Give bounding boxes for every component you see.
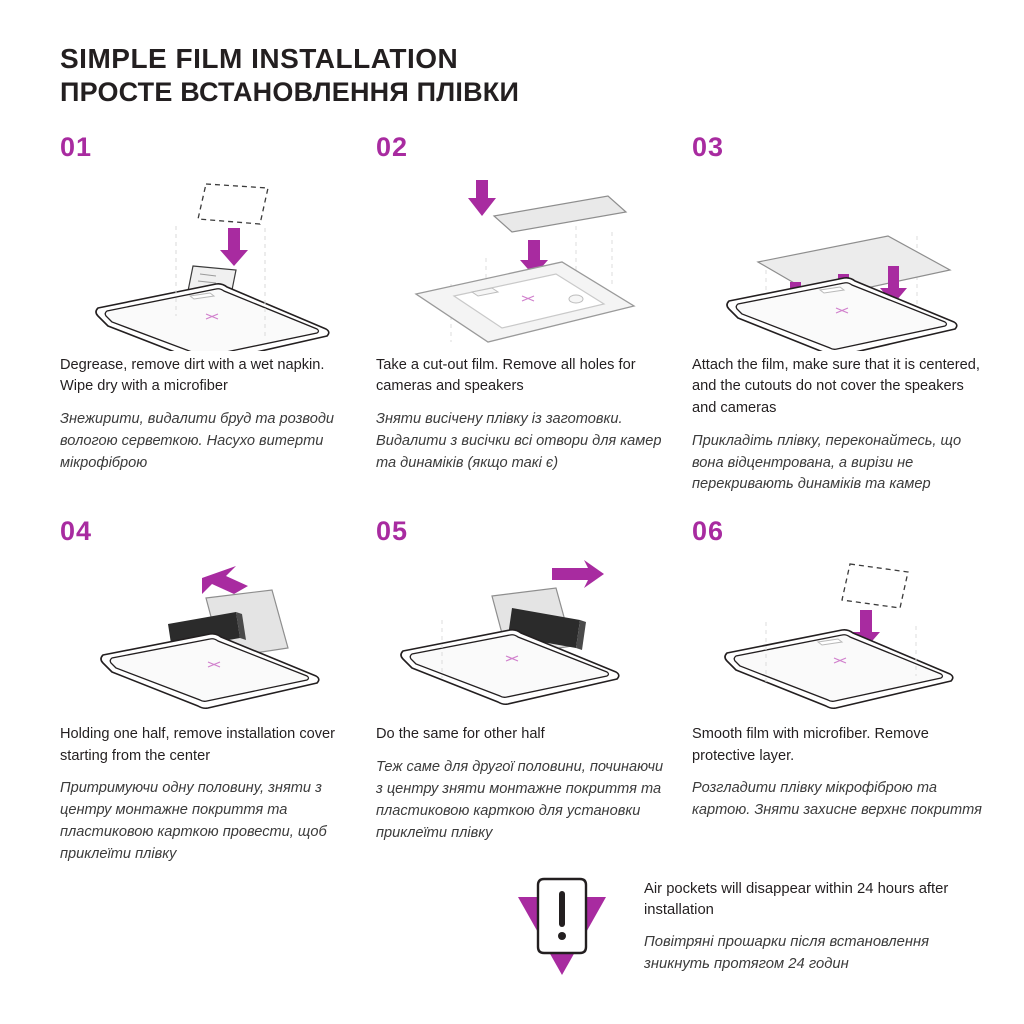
- header: [60, 44, 964, 108]
- step-caption-en: Do the same for other half: [376, 726, 545, 743]
- page-title-en: SIMPLE FILM INSTALLATION: [60, 43, 459, 74]
- step-illustration-smooth-microfiber: [692, 550, 982, 720]
- step-caption-uk: Розгладити плівку мікрофіброю та картою. Зняти захисне верхнє покриття: [692, 780, 982, 819]
- step-illustration-attach-film: [692, 166, 982, 351]
- steps-grid-row-2: [60, 516, 982, 866]
- step-number: 06: [692, 516, 725, 547]
- warning-triangle-exclamation-icon: [502, 871, 622, 986]
- steps-grid-row-1: [60, 131, 980, 496]
- step-caption-uk: Прикладіть плівку, переконайтесь, що вона відцентрована, а вирізи не перекривають динаміків та камер: [692, 432, 962, 493]
- step-illustration-peel-left-half: [60, 550, 350, 720]
- step-04: [60, 518, 350, 866]
- footer-text-block: [644, 871, 964, 975]
- step-01: [60, 131, 350, 496]
- step-caption-uk: Зняти висічену плівку із заготовки. Видалити з висічки всі отвори для камер та динаміків (якщо такі є): [376, 411, 662, 471]
- step-02: [376, 131, 666, 496]
- step-06: [692, 518, 982, 866]
- step-caption-uk: Притримуючи одну половину, зняти з центру монтажне покриття та пластиковою карткою провести, щоб приклеїти плівку: [60, 780, 327, 863]
- step-number: 02: [376, 131, 409, 162]
- step-caption-en: Attach the film, make sure that it is centered, and the cutouts do not cover the speakers and cameras: [692, 356, 980, 417]
- step-illustration-degrease: [60, 166, 350, 351]
- step-illustration-peel-right-half: [376, 550, 666, 720]
- step-caption-en: Degrease, remove dirt with a wet napkin. Wipe dry with a microfiber: [60, 356, 325, 395]
- step-caption-uk: Знежирити, видалити бруд та розводи вологою серветкою. Насухо витерти мікрофіброю: [60, 411, 335, 471]
- footer-note-uk: Повітряні прошарки після встановлення зникнуть протягом 24 годин: [644, 933, 930, 973]
- page-title-uk: ПРОСТЕ ВСТАНОВЛЕННЯ ПЛІВКИ: [60, 76, 520, 107]
- step-illustration-cutout-film: [376, 166, 666, 351]
- step-05: [376, 518, 666, 866]
- footer-note-en: Air pockets will disappear within 24 hours after installation: [644, 881, 949, 919]
- step-caption-en: Holding one half, remove installation cover starting from the center: [60, 726, 336, 764]
- step-caption-en: Smooth film with microfiber. Remove protective layer.: [692, 726, 929, 764]
- step-number: 05: [376, 516, 409, 547]
- step-03: [692, 131, 982, 496]
- step-number: 01: [60, 131, 93, 162]
- step-number: 04: [60, 516, 93, 547]
- step-caption-en: Take a cut-out film. Remove all holes for cameras and speakers: [376, 356, 636, 395]
- footer-note: [60, 871, 964, 986]
- step-number: 03: [692, 131, 725, 162]
- step-caption-uk: Теж саме для другої половини, починаючи з центру зняти монтажне покриття та пластиковою карткою для установки приклеїти плівку: [376, 758, 664, 841]
